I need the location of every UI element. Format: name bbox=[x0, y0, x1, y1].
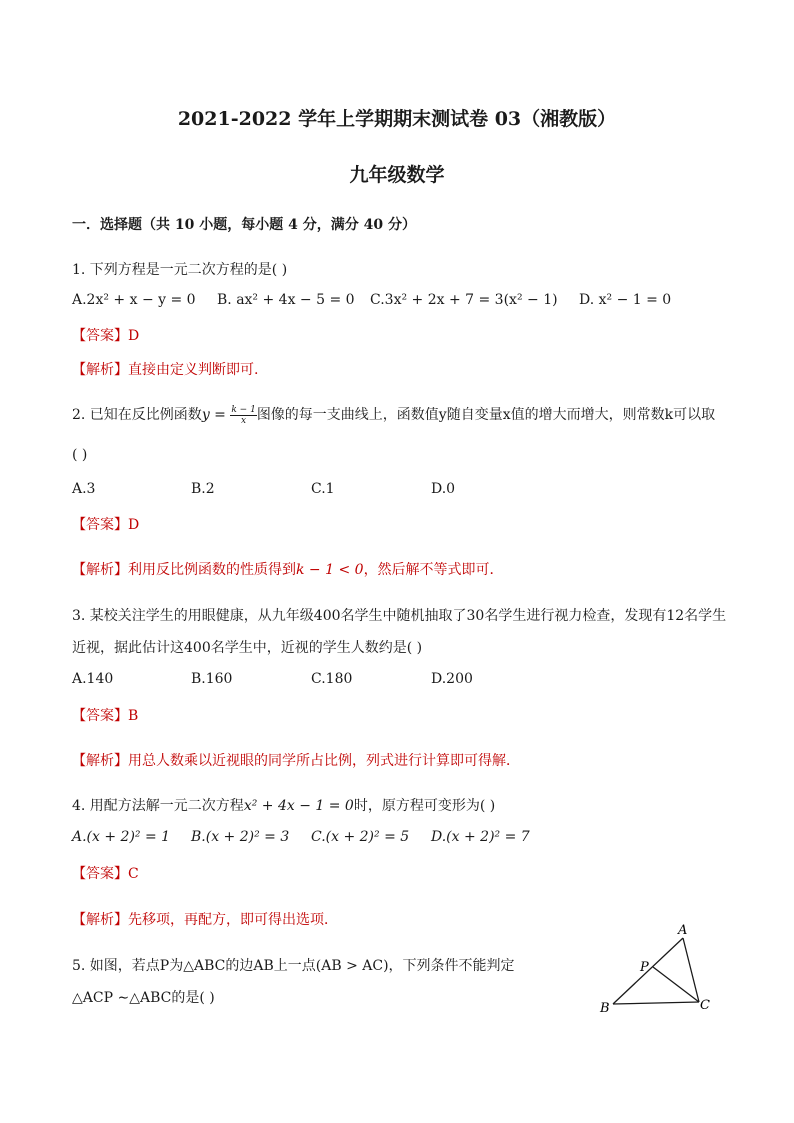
question-3-option-b: B.160 bbox=[191, 671, 233, 687]
question-4-option-c: C.(x + 2)² = 5 bbox=[311, 829, 410, 845]
fraction-numerator: k − 1 bbox=[231, 404, 256, 415]
question-5-stem-line1: 5. 如图，若点P为△ABC的边AB上一点(AB > AC)，下列条件不能判定 bbox=[72, 958, 515, 974]
question-2-function: y = bbox=[201, 407, 226, 423]
analysis-tag: 【解析】 bbox=[72, 362, 128, 378]
analysis-text-end: ，然后解不等式即可． bbox=[363, 562, 504, 578]
question-3-stem-line1: 3. 某校关注学生的用眼健康，从九年级400名学生中随机抽取了30名学生进行视力检查，发现有12名学生 bbox=[72, 608, 727, 624]
question-2-analysis bbox=[72, 559, 504, 579]
question-2-answer bbox=[72, 514, 139, 534]
question-2-stem-end: 图像的每一支曲线上，函数值y随自变量x值的增大而增大，则常数k可以取 bbox=[256, 407, 716, 423]
analysis-tag: 【解析】 bbox=[72, 912, 128, 928]
question-2-option-d: D.0 bbox=[431, 481, 456, 497]
label-b: B bbox=[600, 1001, 610, 1016]
question-1-answer bbox=[72, 325, 139, 345]
question-4-stem-end: 时，原方程可变形为( ) bbox=[353, 798, 496, 814]
question-4-option-a: A.(x + 2)² = 1 bbox=[72, 829, 171, 845]
answer-value: C bbox=[128, 866, 139, 882]
question-2-option-c: C.1 bbox=[311, 481, 335, 497]
question-3-option-c: C.180 bbox=[311, 671, 353, 687]
analysis-tag: 【解析】 bbox=[72, 562, 128, 578]
question-2-stem-line1 bbox=[72, 404, 715, 426]
answer-value: D bbox=[128, 328, 140, 344]
section-heading: 一．选择题（共 10 小题，每小题 4 分，满分 40 分） bbox=[72, 217, 416, 233]
label-a: A bbox=[678, 923, 688, 938]
answer-tag: 【答案】 bbox=[72, 517, 128, 533]
analysis-text: 先移项，再配方，即可得出选项． bbox=[128, 912, 338, 928]
question-1-analysis bbox=[72, 359, 258, 379]
analysis-math: k − 1 < 0 bbox=[296, 562, 364, 578]
question-3-analysis bbox=[72, 750, 520, 770]
analysis-text-start: 利用反比例函数的性质得到 bbox=[128, 562, 296, 578]
analysis-text: 用总人数乘以近视眼的同学所占比例，列式进行计算即可得解． bbox=[128, 753, 520, 769]
document-title: 2021-2022 学年上学期期末测试卷 03（湘教版） bbox=[177, 108, 617, 130]
question-1-option-c: C.3x² + 2x + 7 = 3(x² − 1) bbox=[370, 292, 558, 308]
question-4-equation: x² + 4x − 1 = 0 bbox=[243, 798, 354, 814]
triangle-figure bbox=[590, 915, 730, 1020]
question-4-analysis bbox=[72, 909, 338, 929]
answer-tag: 【答案】 bbox=[72, 708, 128, 724]
analysis-text: 直接由定义判断即可. bbox=[128, 362, 259, 378]
question-4-answer bbox=[72, 863, 139, 883]
question-3-option-a: A.140 bbox=[72, 671, 114, 687]
answer-value: D bbox=[128, 517, 140, 533]
question-2-fraction bbox=[230, 405, 256, 426]
question-1-option-b: B. ax² + 4x − 5 = 0 bbox=[217, 292, 355, 308]
question-2-option-a: A.3 bbox=[72, 481, 96, 497]
label-c: C bbox=[700, 998, 710, 1013]
question-1-option-a: A.2x² + x − y = 0 bbox=[72, 292, 196, 308]
question-2-stem-start: 2. 已知在反比例函数 bbox=[72, 407, 202, 423]
question-3-answer bbox=[72, 705, 138, 725]
answer-value: B bbox=[128, 708, 139, 724]
fraction-denominator: x bbox=[241, 415, 247, 426]
question-1-option-d: D. x² − 1 = 0 bbox=[579, 292, 672, 308]
analysis-tag: 【解析】 bbox=[72, 753, 128, 769]
answer-tag: 【答案】 bbox=[72, 328, 128, 344]
question-2-stem-line2: ( ) bbox=[72, 447, 88, 463]
question-3-option-d: D.200 bbox=[431, 671, 473, 687]
side-bc bbox=[613, 1002, 699, 1004]
question-5-stem-line2: △ACP ∼△ABC的是( ) bbox=[72, 990, 215, 1006]
document-subtitle: 九年级数学 bbox=[349, 164, 445, 186]
question-4-option-b: B.(x + 2)² = 3 bbox=[191, 829, 290, 845]
question-4-stem bbox=[72, 795, 495, 815]
label-p: P bbox=[640, 960, 649, 975]
question-3-stem-line2: 近视，据此估计这400名学生中，近视的学生人数约是( ) bbox=[72, 640, 423, 656]
answer-tag: 【答案】 bbox=[72, 866, 128, 882]
question-4-option-d: D.(x + 2)² = 7 bbox=[431, 829, 530, 845]
question-2-option-b: B.2 bbox=[191, 481, 215, 497]
question-1-stem: 1. 下列方程是一元二次方程的是( ) bbox=[72, 262, 288, 278]
question-4-stem-start: 4. 用配方法解一元二次方程 bbox=[72, 798, 244, 814]
